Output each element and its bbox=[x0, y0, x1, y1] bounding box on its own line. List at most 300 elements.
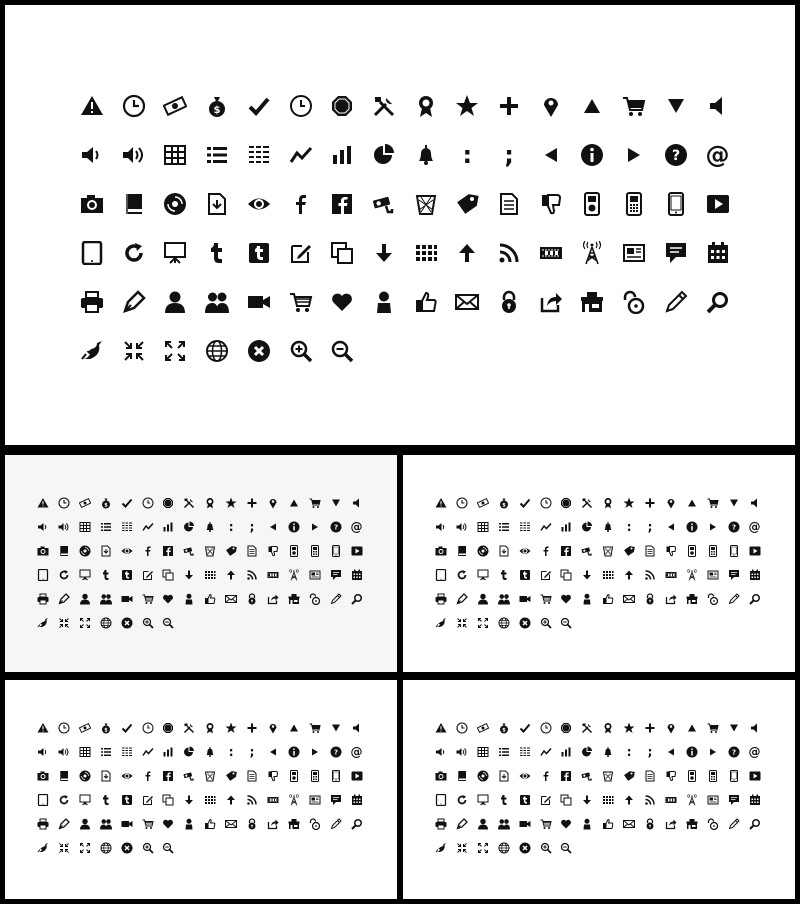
thumbs-down-icon bbox=[267, 770, 279, 782]
phone-icon bbox=[707, 770, 719, 782]
clock-icon bbox=[58, 497, 70, 509]
list-icon bbox=[100, 746, 112, 758]
facebook-square-icon bbox=[330, 192, 354, 216]
twitter-bird-icon bbox=[435, 617, 447, 629]
security-camera-icon bbox=[372, 192, 396, 216]
tools-icon bbox=[372, 94, 396, 118]
money-bag-icon bbox=[100, 722, 112, 734]
help-icon bbox=[330, 521, 342, 533]
tablet-icon bbox=[80, 241, 104, 265]
heart-icon bbox=[162, 593, 174, 605]
duplicate-icon bbox=[330, 241, 354, 265]
triangle-down-icon bbox=[728, 722, 740, 734]
ipod-icon bbox=[288, 545, 300, 557]
share-icon bbox=[665, 593, 677, 605]
apps-grid-icon bbox=[414, 241, 438, 265]
chat-bubble-icon bbox=[728, 794, 740, 806]
close-circle-icon bbox=[519, 842, 531, 854]
volume-low-icon bbox=[435, 746, 447, 758]
triangle-right-icon bbox=[309, 746, 321, 758]
line-chart-icon bbox=[540, 521, 552, 533]
lock-icon bbox=[497, 290, 521, 314]
arrow-up-icon bbox=[623, 794, 635, 806]
volume-high-icon bbox=[58, 746, 70, 758]
globe-icon bbox=[205, 339, 229, 363]
book-icon bbox=[456, 545, 468, 557]
pen-nib-icon bbox=[122, 290, 146, 314]
map-pin-icon bbox=[267, 722, 279, 734]
clock-outline-icon bbox=[540, 722, 552, 734]
dotted-list-icon bbox=[121, 746, 133, 758]
triangle-up-icon bbox=[580, 94, 604, 118]
twitter-bird-icon bbox=[435, 842, 447, 854]
person-icon bbox=[183, 818, 195, 830]
download-file-icon bbox=[205, 192, 229, 216]
trash-basket-icon bbox=[204, 545, 216, 557]
globe-icon bbox=[100, 617, 112, 629]
close-circle-icon bbox=[121, 617, 133, 629]
triangle-down-icon bbox=[728, 497, 740, 509]
table-grid-icon bbox=[477, 521, 489, 533]
users-icon bbox=[100, 818, 112, 830]
ipod-icon bbox=[686, 770, 698, 782]
collapse-icon bbox=[122, 339, 146, 363]
video-camera-icon bbox=[247, 290, 271, 314]
ticket-icon bbox=[267, 569, 279, 581]
checkmark-icon bbox=[519, 497, 531, 509]
video-camera-icon bbox=[519, 818, 531, 830]
triangle-down-icon bbox=[330, 722, 342, 734]
triangle-left-icon bbox=[665, 521, 677, 533]
tablet-icon bbox=[37, 794, 49, 806]
edit-icon bbox=[540, 794, 552, 806]
thumbs-up-icon bbox=[602, 593, 614, 605]
thumbs-up-icon bbox=[602, 818, 614, 830]
pie-chart-icon bbox=[372, 143, 396, 167]
envelope-icon bbox=[623, 593, 635, 605]
phone-icon bbox=[309, 545, 321, 557]
security-camera-icon bbox=[183, 770, 195, 782]
document-icon bbox=[644, 770, 656, 782]
trash-basket-icon bbox=[414, 192, 438, 216]
duplicate-icon bbox=[162, 794, 174, 806]
person-icon bbox=[581, 593, 593, 605]
refresh-icon bbox=[58, 569, 70, 581]
list-icon bbox=[498, 746, 510, 758]
stop-octagon-icon bbox=[162, 497, 174, 509]
play-button-icon bbox=[749, 545, 761, 557]
pie-chart-icon bbox=[581, 746, 593, 758]
svg-text:$: $ bbox=[501, 727, 506, 734]
info-icon bbox=[288, 521, 300, 533]
stop-octagon-icon bbox=[560, 722, 572, 734]
pen-nib-icon bbox=[58, 818, 70, 830]
duplicate-icon bbox=[560, 794, 572, 806]
arrow-up-icon bbox=[623, 569, 635, 581]
user-icon bbox=[163, 290, 187, 314]
ticket-icon bbox=[665, 569, 677, 581]
triangle-down-icon bbox=[664, 94, 688, 118]
plus-icon bbox=[644, 497, 656, 509]
expand-icon bbox=[163, 339, 187, 363]
bar-chart-icon bbox=[162, 746, 174, 758]
calendar-icon bbox=[749, 569, 761, 581]
facebook-f-icon bbox=[142, 545, 154, 557]
camera-icon bbox=[435, 770, 447, 782]
line-chart-icon bbox=[142, 521, 154, 533]
speaker-icon bbox=[706, 94, 730, 118]
presentation-board-icon bbox=[477, 569, 489, 581]
zoom-in-icon bbox=[289, 339, 313, 363]
zoom-out-icon bbox=[162, 842, 174, 854]
at-sign-icon: @ bbox=[705, 141, 730, 169]
triangle-up-icon bbox=[686, 497, 698, 509]
twitter-bird-icon bbox=[37, 617, 49, 629]
ticket-icon bbox=[539, 241, 563, 265]
volume-low-icon bbox=[37, 521, 49, 533]
checkmark-icon bbox=[121, 497, 133, 509]
warning-icon bbox=[37, 722, 49, 734]
colon-icon: : bbox=[462, 141, 473, 169]
volume-low-icon bbox=[80, 143, 104, 167]
store-icon bbox=[288, 593, 300, 605]
search-icon bbox=[706, 290, 730, 314]
edit-icon bbox=[540, 569, 552, 581]
volume-low-icon bbox=[37, 746, 49, 758]
users-icon bbox=[100, 593, 112, 605]
eye-icon bbox=[519, 545, 531, 557]
newspaper-icon bbox=[707, 794, 719, 806]
newspaper-icon bbox=[622, 241, 646, 265]
camera-icon bbox=[37, 545, 49, 557]
speaker-icon bbox=[351, 497, 363, 509]
phone-icon bbox=[622, 192, 646, 216]
thumbs-up-icon bbox=[204, 593, 216, 605]
smartphone-icon bbox=[664, 192, 688, 216]
plus-icon bbox=[246, 722, 258, 734]
info-icon bbox=[686, 746, 698, 758]
svg-text:$: $ bbox=[213, 105, 221, 116]
search-icon bbox=[351, 593, 363, 605]
plus-icon bbox=[644, 722, 656, 734]
pencil-icon bbox=[330, 818, 342, 830]
book-icon bbox=[456, 770, 468, 782]
heart-icon bbox=[330, 290, 354, 314]
lock-icon bbox=[246, 818, 258, 830]
triangle-right-icon bbox=[622, 143, 646, 167]
globe-icon bbox=[498, 617, 510, 629]
person-icon bbox=[372, 290, 396, 314]
facebook-f-icon bbox=[540, 545, 552, 557]
smartphone-icon bbox=[330, 545, 342, 557]
video-camera-icon bbox=[121, 818, 133, 830]
warning-icon bbox=[435, 497, 447, 509]
help-icon bbox=[728, 746, 740, 758]
presentation-board-icon bbox=[79, 794, 91, 806]
eye-icon bbox=[519, 770, 531, 782]
store-icon bbox=[288, 818, 300, 830]
thumbnail-panel-top-left bbox=[5, 455, 397, 672]
money-bag-icon bbox=[205, 94, 229, 118]
unlock-icon bbox=[622, 290, 646, 314]
document-icon bbox=[246, 545, 258, 557]
facebook-f-icon bbox=[142, 770, 154, 782]
info-icon bbox=[580, 143, 604, 167]
user-icon bbox=[477, 818, 489, 830]
svg-text:$: $ bbox=[103, 727, 108, 734]
person-icon bbox=[183, 593, 195, 605]
clock-icon bbox=[58, 722, 70, 734]
table-grid-icon bbox=[79, 521, 91, 533]
share-icon bbox=[539, 290, 563, 314]
price-tag-icon bbox=[623, 545, 635, 557]
disc-icon bbox=[163, 192, 187, 216]
shopping-cart-alt-icon bbox=[142, 818, 154, 830]
at-sign-icon: @ bbox=[350, 744, 363, 759]
volume-high-icon bbox=[456, 521, 468, 533]
camera-icon bbox=[435, 545, 447, 557]
bell-icon bbox=[204, 521, 216, 533]
expand-icon bbox=[477, 617, 489, 629]
list-icon bbox=[205, 143, 229, 167]
apps-grid-icon bbox=[204, 794, 216, 806]
zoom-out-icon bbox=[162, 617, 174, 629]
triangle-up-icon bbox=[288, 497, 300, 509]
colon-icon: : bbox=[228, 519, 234, 534]
video-camera-icon bbox=[519, 593, 531, 605]
volume-high-icon bbox=[456, 746, 468, 758]
user-icon bbox=[79, 818, 91, 830]
tumblr-square-icon bbox=[121, 569, 133, 581]
close-circle-icon bbox=[519, 617, 531, 629]
semicolon-icon: ; bbox=[249, 744, 255, 759]
checkmark-icon bbox=[519, 722, 531, 734]
triangle-right-icon bbox=[309, 521, 321, 533]
at-sign-icon: @ bbox=[748, 744, 761, 759]
eye-icon bbox=[121, 545, 133, 557]
share-icon bbox=[267, 593, 279, 605]
lock-icon bbox=[644, 593, 656, 605]
arrow-up-icon bbox=[225, 794, 237, 806]
newspaper-icon bbox=[707, 569, 719, 581]
tumblr-icon bbox=[498, 794, 510, 806]
tumblr-icon bbox=[100, 794, 112, 806]
refresh-icon bbox=[58, 794, 70, 806]
tools-icon bbox=[183, 722, 195, 734]
rss-icon bbox=[246, 569, 258, 581]
thumbnail-panel-bottom-right bbox=[403, 680, 795, 899]
collapse-icon bbox=[456, 842, 468, 854]
svg-text:?: ? bbox=[333, 748, 338, 757]
clock-outline-icon bbox=[142, 722, 154, 734]
arrow-up-icon bbox=[225, 569, 237, 581]
radio-tower-icon bbox=[686, 794, 698, 806]
security-camera-icon bbox=[183, 545, 195, 557]
shopping-cart-icon bbox=[707, 722, 719, 734]
store-icon bbox=[686, 818, 698, 830]
rss-icon bbox=[644, 569, 656, 581]
radio-tower-icon bbox=[288, 569, 300, 581]
tablet-icon bbox=[435, 794, 447, 806]
colon-icon: : bbox=[228, 744, 234, 759]
tumblr-square-icon bbox=[519, 794, 531, 806]
at-sign-icon: @ bbox=[350, 519, 363, 534]
triangle-left-icon bbox=[665, 746, 677, 758]
bell-icon bbox=[414, 143, 438, 167]
svg-text:?: ? bbox=[333, 523, 338, 532]
search-icon bbox=[749, 818, 761, 830]
shopping-cart-icon bbox=[622, 94, 646, 118]
speaker-icon bbox=[749, 497, 761, 509]
star-icon bbox=[623, 497, 635, 509]
video-camera-icon bbox=[121, 593, 133, 605]
newspaper-icon bbox=[309, 794, 321, 806]
printer-icon bbox=[37, 818, 49, 830]
money-bill-icon bbox=[477, 497, 489, 509]
share-icon bbox=[267, 818, 279, 830]
play-button-icon bbox=[351, 545, 363, 557]
unlock-icon bbox=[707, 593, 719, 605]
tumblr-square-icon bbox=[519, 569, 531, 581]
money-bag-icon bbox=[498, 722, 510, 734]
pen-nib-icon bbox=[456, 818, 468, 830]
triangle-down-icon bbox=[330, 497, 342, 509]
envelope-icon bbox=[455, 290, 479, 314]
facebook-square-icon bbox=[560, 545, 572, 557]
shopping-cart-icon bbox=[309, 722, 321, 734]
presentation-board-icon bbox=[79, 569, 91, 581]
trash-basket-icon bbox=[204, 770, 216, 782]
tools-icon bbox=[581, 497, 593, 509]
apps-grid-icon bbox=[602, 569, 614, 581]
zoom-in-icon bbox=[540, 617, 552, 629]
award-ribbon-icon bbox=[602, 722, 614, 734]
dotted-list-icon bbox=[519, 521, 531, 533]
money-bag-icon bbox=[100, 497, 112, 509]
zoom-out-icon bbox=[330, 339, 354, 363]
warning-icon bbox=[80, 94, 104, 118]
download-file-icon bbox=[100, 545, 112, 557]
bar-chart-icon bbox=[330, 143, 354, 167]
printer-icon bbox=[435, 593, 447, 605]
svg-text:?: ? bbox=[731, 523, 736, 532]
map-pin-icon bbox=[665, 497, 677, 509]
ticket-icon bbox=[665, 794, 677, 806]
unlock-icon bbox=[707, 818, 719, 830]
table-grid-icon bbox=[79, 746, 91, 758]
store-icon bbox=[686, 593, 698, 605]
ipod-icon bbox=[686, 545, 698, 557]
line-chart-icon bbox=[540, 746, 552, 758]
clock-outline-icon bbox=[142, 497, 154, 509]
award-ribbon-icon bbox=[602, 497, 614, 509]
smartphone-icon bbox=[728, 545, 740, 557]
search-icon bbox=[749, 593, 761, 605]
calendar-icon bbox=[706, 241, 730, 265]
map-pin-icon bbox=[267, 497, 279, 509]
money-bill-icon bbox=[477, 722, 489, 734]
facebook-square-icon bbox=[162, 545, 174, 557]
star-icon bbox=[455, 94, 479, 118]
users-icon bbox=[498, 593, 510, 605]
lock-icon bbox=[644, 818, 656, 830]
triangle-left-icon bbox=[539, 143, 563, 167]
arrow-down-icon bbox=[581, 794, 593, 806]
speaker-icon bbox=[749, 722, 761, 734]
collapse-icon bbox=[58, 617, 70, 629]
facebook-f-icon bbox=[289, 192, 313, 216]
document-icon bbox=[497, 192, 521, 216]
triangle-right-icon bbox=[707, 521, 719, 533]
play-button-icon bbox=[351, 770, 363, 782]
tablet-icon bbox=[37, 569, 49, 581]
refresh-icon bbox=[456, 569, 468, 581]
heart-icon bbox=[162, 818, 174, 830]
svg-text:$: $ bbox=[501, 502, 506, 509]
thumbs-down-icon bbox=[665, 770, 677, 782]
warning-icon bbox=[435, 722, 447, 734]
zoom-in-icon bbox=[540, 842, 552, 854]
stop-octagon-icon bbox=[162, 722, 174, 734]
plus-icon bbox=[246, 497, 258, 509]
svg-text:$: $ bbox=[103, 502, 108, 509]
award-ribbon-icon bbox=[204, 722, 216, 734]
chat-bubble-icon bbox=[728, 569, 740, 581]
money-bag-icon bbox=[498, 497, 510, 509]
presentation-board-icon bbox=[477, 794, 489, 806]
globe-icon bbox=[498, 842, 510, 854]
heart-icon bbox=[560, 818, 572, 830]
semicolon-icon: ; bbox=[249, 519, 255, 534]
edit-icon bbox=[142, 794, 154, 806]
zoom-in-icon bbox=[142, 842, 154, 854]
bar-chart-icon bbox=[162, 521, 174, 533]
refresh-icon bbox=[122, 241, 146, 265]
ipod-icon bbox=[288, 770, 300, 782]
collapse-icon bbox=[456, 617, 468, 629]
book-icon bbox=[58, 770, 70, 782]
phone-icon bbox=[309, 770, 321, 782]
pie-chart-icon bbox=[183, 521, 195, 533]
users-icon bbox=[498, 818, 510, 830]
user-icon bbox=[79, 593, 91, 605]
printer-icon bbox=[80, 290, 104, 314]
calendar-icon bbox=[351, 569, 363, 581]
award-ribbon-icon bbox=[414, 94, 438, 118]
dotted-list-icon bbox=[247, 143, 271, 167]
trash-basket-icon bbox=[602, 545, 614, 557]
tumblr-icon bbox=[498, 569, 510, 581]
printer-icon bbox=[435, 818, 447, 830]
book-icon bbox=[122, 192, 146, 216]
user-icon bbox=[477, 593, 489, 605]
close-circle-icon bbox=[247, 339, 271, 363]
envelope-icon bbox=[225, 593, 237, 605]
radio-tower-icon bbox=[580, 241, 604, 265]
volume-high-icon bbox=[58, 521, 70, 533]
thumbs-up-icon bbox=[204, 818, 216, 830]
unlock-icon bbox=[309, 818, 321, 830]
security-camera-icon bbox=[581, 545, 593, 557]
store-icon bbox=[580, 290, 604, 314]
pencil-icon bbox=[330, 593, 342, 605]
arrow-down-icon bbox=[183, 569, 195, 581]
clock-icon bbox=[456, 722, 468, 734]
help-icon bbox=[728, 521, 740, 533]
main-icon-panel bbox=[5, 5, 795, 445]
expand-icon bbox=[477, 842, 489, 854]
tools-icon bbox=[183, 497, 195, 509]
